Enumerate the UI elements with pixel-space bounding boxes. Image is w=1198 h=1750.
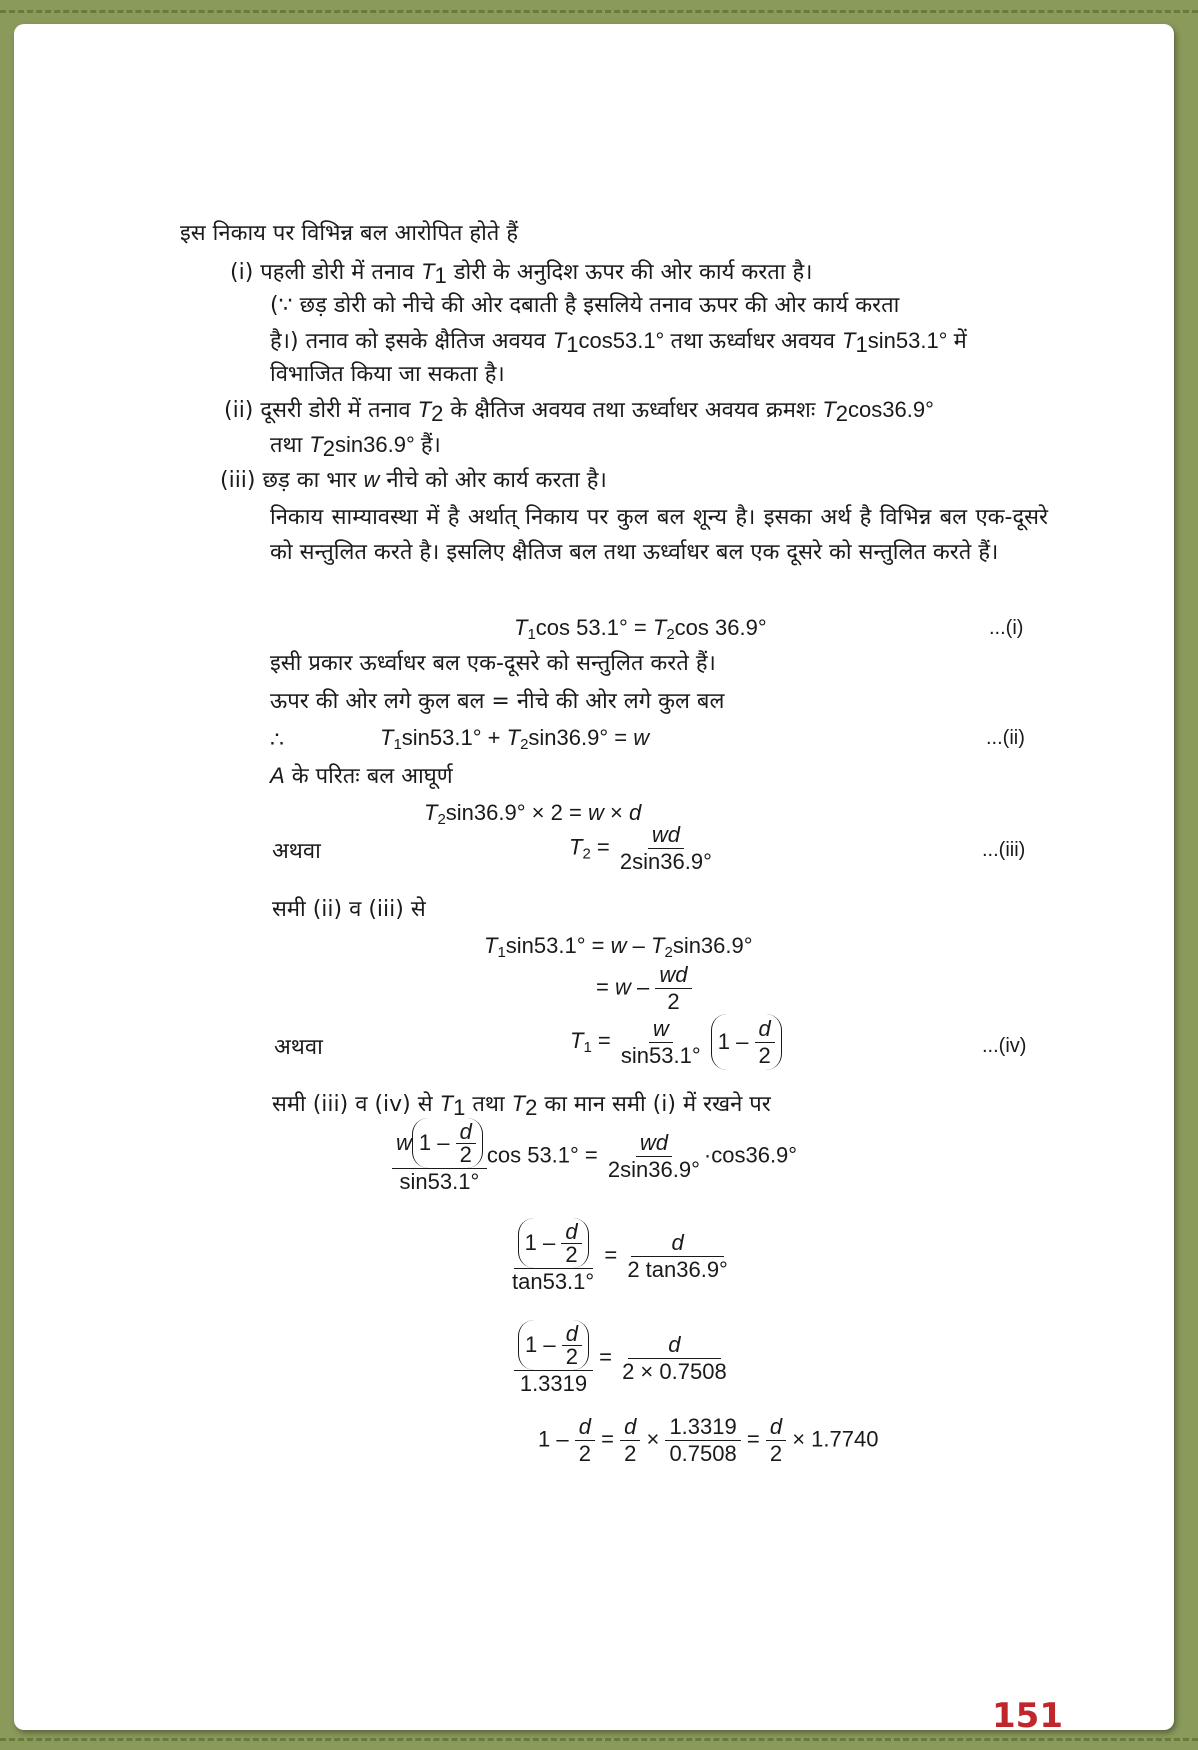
- sub-eq-1-b: –: [632, 933, 645, 958]
- athava-label-1: अथवा: [272, 839, 321, 864]
- eq-1-rhs: cos 36.9°: [674, 615, 767, 640]
- subscript-1: 1: [434, 263, 447, 288]
- equilibrium-paragraph: निकाय साम्यावस्था में है अर्थात् निकाय पर कुल बल शून्य है। इसका अर्थ है विभिन्न बल एक-दूसरे को सन्तुलित करते है। इसलिए क्षैतिज बल तथा ऊर्ध्वाधर बल एक दूसरे को सन्तुलित करते हैं।: [270, 505, 1048, 565]
- eq-2-b: sin36.9° =: [528, 725, 628, 750]
- eq-4-equals: =: [597, 1027, 611, 1053]
- from-eq-line: समी (ii) व (iii) से: [272, 897, 426, 922]
- bottom-dashed-border: [0, 1738, 1198, 1741]
- symbol-w: w: [363, 467, 380, 492]
- item-1-text-a: पहली डोरी में तनाव: [260, 260, 415, 285]
- equation-6: [508, 1218, 732, 1295]
- sub-equation-2: [596, 962, 692, 1015]
- symbol-d: d: [628, 800, 642, 825]
- symbol-T: T: [570, 1027, 584, 1053]
- moment-line: [270, 762, 453, 791]
- symbol-T: T: [651, 933, 665, 958]
- item-1-components: [270, 327, 967, 356]
- eq-8-frac-2-den: 2: [624, 1441, 637, 1466]
- symbol-T: T: [552, 328, 567, 353]
- item-3-text-b: नीचे को ओर कार्य करता है।: [386, 468, 607, 493]
- eq-5-inner-den: 2: [459, 1141, 472, 1167]
- eq-5-parenthesis: [412, 1118, 483, 1168]
- eq-5-one-minus: 1 –: [418, 1130, 450, 1155]
- eq-8-frac-2: [620, 1414, 640, 1467]
- eq-5-inner-fraction: [456, 1118, 476, 1167]
- symbol-T: T: [652, 615, 667, 640]
- item-1-line: [230, 258, 813, 287]
- item-3-line: [220, 466, 607, 495]
- subscript-1: 1: [453, 1095, 466, 1120]
- sub-eq-2-num: wd: [655, 962, 691, 989]
- eq-1-tag: ...(i): [989, 617, 1024, 639]
- symbol-T: T: [822, 397, 836, 422]
- subscript-2: 2: [322, 436, 335, 461]
- eq-8-equals-2: =: [746, 1426, 760, 1452]
- eq-3-equals: =: [596, 834, 610, 860]
- eq-7-one-minus: 1 –: [525, 1332, 556, 1357]
- subscript-2: 2: [835, 401, 849, 426]
- subscript-2: 2: [437, 811, 446, 828]
- sub-eq-2-b: –: [637, 974, 650, 1000]
- symbol-w: w: [587, 800, 604, 825]
- equation-4: [570, 1014, 782, 1070]
- therefore-symbol: ∴: [270, 727, 284, 752]
- eq-6-left-fraction: [508, 1218, 598, 1295]
- subscript-2: 2: [664, 944, 673, 961]
- subscript-2: 2: [525, 1095, 538, 1120]
- eq-4-one-minus: 1 –: [717, 1029, 749, 1054]
- eq-6-parenthesis: [518, 1218, 589, 1268]
- item-2-end: [270, 431, 441, 460]
- moment-eq-b: ×: [609, 800, 623, 825]
- symbol-T: T: [514, 615, 528, 640]
- eq-7-left-fraction: [514, 1320, 593, 1397]
- eq-4-inner-num: d: [755, 1016, 775, 1043]
- symbol-T: T: [842, 328, 856, 353]
- eq-8-frac-3: [665, 1414, 740, 1467]
- eq-6-right-den: 2 tan36.9°: [627, 1257, 728, 1282]
- symbol-T: T: [424, 800, 438, 825]
- eq-5-cos-1: cos 53.1° =: [486, 1142, 598, 1168]
- eq-7-left-num: [514, 1320, 593, 1371]
- eq-2-tag: ...(ii): [986, 727, 1025, 749]
- eq-4-fraction: [617, 1016, 705, 1069]
- eq-7-right-den: 2 × 0.7508: [622, 1359, 727, 1384]
- eq-7-equals: =: [599, 1344, 612, 1370]
- item-2-label: (ii): [224, 398, 254, 423]
- eq-7-left-den: 1.3319: [519, 1371, 588, 1396]
- vertical-balance-line: इसी प्रकार ऊर्ध्वाधर बल एक-दूसरे को सन्तुलित करते हैं।: [270, 651, 716, 676]
- subscript-1: 1: [566, 332, 579, 357]
- eq-5-right-den: 2sin36.9°: [607, 1157, 700, 1182]
- eq-4-num: w: [649, 1016, 673, 1043]
- eq-5-right-num: wd: [636, 1130, 672, 1157]
- subscript-1: 1: [855, 332, 868, 357]
- item-1-label: (i): [230, 260, 254, 285]
- item-1-end: विभाजित किया जा सकता है।: [270, 362, 505, 387]
- eq-5-inner-num: d: [456, 1121, 476, 1144]
- symbol-w: w: [633, 725, 650, 750]
- eq-8-frac-4-den: 2: [769, 1441, 783, 1466]
- equation-3: [569, 822, 716, 875]
- sub-eq-2-den: 2: [667, 989, 680, 1014]
- top-dashed-border: [0, 10, 1198, 13]
- eq-4-den: sin53.1°: [620, 1042, 701, 1068]
- sub-eq-1-a: sin53.1° =: [505, 933, 605, 958]
- eq-7-parenthesis: [518, 1320, 589, 1370]
- symbol-w: w: [614, 974, 631, 1000]
- subscript-2: 2: [582, 845, 591, 863]
- eq-7-inner-fraction: [562, 1320, 582, 1369]
- symbol-w: w: [610, 933, 627, 958]
- eq-8-one-minus: 1 –: [538, 1426, 569, 1452]
- eq-5-right-fraction: [604, 1130, 704, 1183]
- equation-1: [514, 614, 767, 642]
- subscript-2: 2: [431, 401, 444, 426]
- substitute-text-b: तथा: [472, 1092, 505, 1117]
- eq-3-fraction: [616, 822, 716, 875]
- symbol-T: T: [484, 933, 498, 958]
- sub-eq-1-c: sin36.9°: [672, 933, 753, 958]
- eq-8-frac-2-num: d: [620, 1414, 640, 1441]
- substitute-text-c: का मान समी (i) में रखने पर: [544, 1092, 771, 1117]
- athava-label-2: अथवा: [274, 1035, 323, 1060]
- symbol-A: A: [270, 763, 285, 788]
- substitute-line: [272, 1090, 771, 1119]
- page-number: 151: [992, 1696, 1063, 1736]
- sub-eq-2-a: =: [596, 974, 609, 1000]
- item-1-text-b: डोरी के अनुदिश ऊपर की ओर कार्य करता है।: [453, 260, 813, 285]
- subscript-2: 2: [520, 736, 529, 753]
- eq-6-inner-num: d: [561, 1221, 581, 1244]
- item-2-line: [224, 396, 934, 425]
- eq-7-right-fraction: [618, 1332, 731, 1385]
- eq-6-left-num: [514, 1218, 593, 1269]
- eq-4-inner-fraction: [755, 1016, 775, 1069]
- eq-8-frac-4-num: d: [766, 1414, 786, 1441]
- eq-8-times: ×: [646, 1426, 660, 1452]
- eq-3-num: wd: [648, 822, 684, 849]
- item-1-text-d: है।) तनाव को इसके क्षैतिज अवयव: [270, 329, 546, 354]
- item-2-text-e: sin36.9° हैं।: [335, 432, 441, 457]
- symbol-T: T: [421, 259, 435, 284]
- page-sheet: [14, 24, 1174, 1736]
- symbol-T: T: [511, 1091, 526, 1116]
- moment-eq-a: sin36.9° × 2 =: [445, 800, 582, 825]
- eq-3-tag: ...(iii): [982, 839, 1026, 861]
- eq-5-left-den: sin53.1°: [399, 1169, 480, 1194]
- eq-4-parenthesis: [711, 1014, 782, 1070]
- equation-5: [392, 1118, 797, 1195]
- item-2-text-b: के क्षैतिज अवयव तथा ऊर्ध्वाधर अवयव क्रमशः: [450, 398, 816, 423]
- eq-6-inner-den: 2: [565, 1241, 578, 1267]
- item-2-text-a: दूसरी डोरी में तनाव: [260, 398, 411, 423]
- item-2-text-d: तथा: [270, 433, 303, 458]
- item-1-text-e: cos53.1° तथा ऊर्ध्वाधर अवयव: [578, 328, 836, 353]
- forces-balance-line: ऊपर की ओर लगे कुल बल = नीचे की ओर लगे कुल बल: [270, 689, 725, 714]
- eq-8-frac-3-den: 0.7508: [669, 1441, 737, 1466]
- eq-6-left-den: tan53.1°: [512, 1269, 595, 1294]
- eq-6-right-fraction: [623, 1230, 732, 1283]
- subscript-1: 1: [497, 944, 506, 961]
- eq-7-right-num: d: [628, 1332, 720, 1359]
- item-2-text-c: cos36.9°: [848, 397, 934, 422]
- symbol-T: T: [417, 397, 432, 422]
- eq-8-equals: =: [601, 1426, 614, 1452]
- eq-4-tag: ...(iv): [982, 1035, 1027, 1057]
- intro-line: इस निकाय पर विभिन्न बल आरोपित होते हैं: [180, 221, 519, 246]
- eq-8-frac-1-num: d: [575, 1414, 595, 1441]
- eq-8-frac-3-num: 1.3319: [665, 1414, 740, 1441]
- subscript-1: 1: [527, 626, 536, 643]
- item-1-reason: (∵ छड़ डोरी को नीचे की ओर दबाती है इसलिये तनाव ऊपर की ओर कार्य करता: [270, 293, 900, 318]
- eq-6-right-num: d: [631, 1230, 723, 1257]
- eq-6-one-minus: 1 –: [524, 1230, 556, 1255]
- subscript-1: 1: [583, 1038, 592, 1056]
- eq-4-inner-den: 2: [758, 1042, 771, 1068]
- substitute-text-a: समी (iii) व (iv) से: [272, 1092, 433, 1117]
- equation-8: [538, 1414, 878, 1467]
- eq-5-left-fraction: [392, 1118, 487, 1195]
- eq-8-frac-1: [575, 1414, 595, 1467]
- eq-8-frac-4: [766, 1414, 786, 1467]
- eq-1-lhs: cos 53.1° =: [535, 615, 647, 640]
- moment-text: के परितः बल आघूर्ण: [291, 764, 453, 789]
- eq-7-inner-den: 2: [565, 1343, 578, 1369]
- sub-equation-1: [484, 932, 753, 960]
- sub-eq-2-fraction: [655, 962, 691, 1015]
- symbol-T: T: [506, 725, 521, 750]
- symbol-T: T: [380, 725, 394, 750]
- eq-6-equals: =: [604, 1242, 618, 1268]
- symbol-T: T: [439, 1091, 454, 1116]
- eq-5-left-num: [392, 1118, 487, 1169]
- eq-8-frac-1-den: 2: [578, 1441, 591, 1466]
- eq-2-a: sin53.1° +: [401, 725, 501, 750]
- eq-5-cos-2: ·cos36.9°: [703, 1142, 798, 1168]
- eq-6-inner-fraction: [561, 1218, 581, 1267]
- eq-8-times-2: × 1.7740: [792, 1426, 879, 1452]
- subscript-2: 2: [666, 626, 675, 643]
- eq-3-den: 2sin36.9°: [619, 849, 712, 874]
- symbol-T: T: [569, 834, 583, 860]
- item-3-text-a: छड़ का भार: [262, 468, 357, 493]
- equation-2: [380, 724, 649, 752]
- equation-7: [514, 1320, 731, 1397]
- item-3-label: (iii): [220, 468, 256, 493]
- item-1-text-f: sin53.1° में: [867, 328, 967, 353]
- symbol-w: w: [396, 1130, 412, 1155]
- symbol-T: T: [309, 432, 323, 457]
- subscript-1: 1: [393, 736, 402, 753]
- eq-7-inner-num: d: [562, 1323, 582, 1346]
